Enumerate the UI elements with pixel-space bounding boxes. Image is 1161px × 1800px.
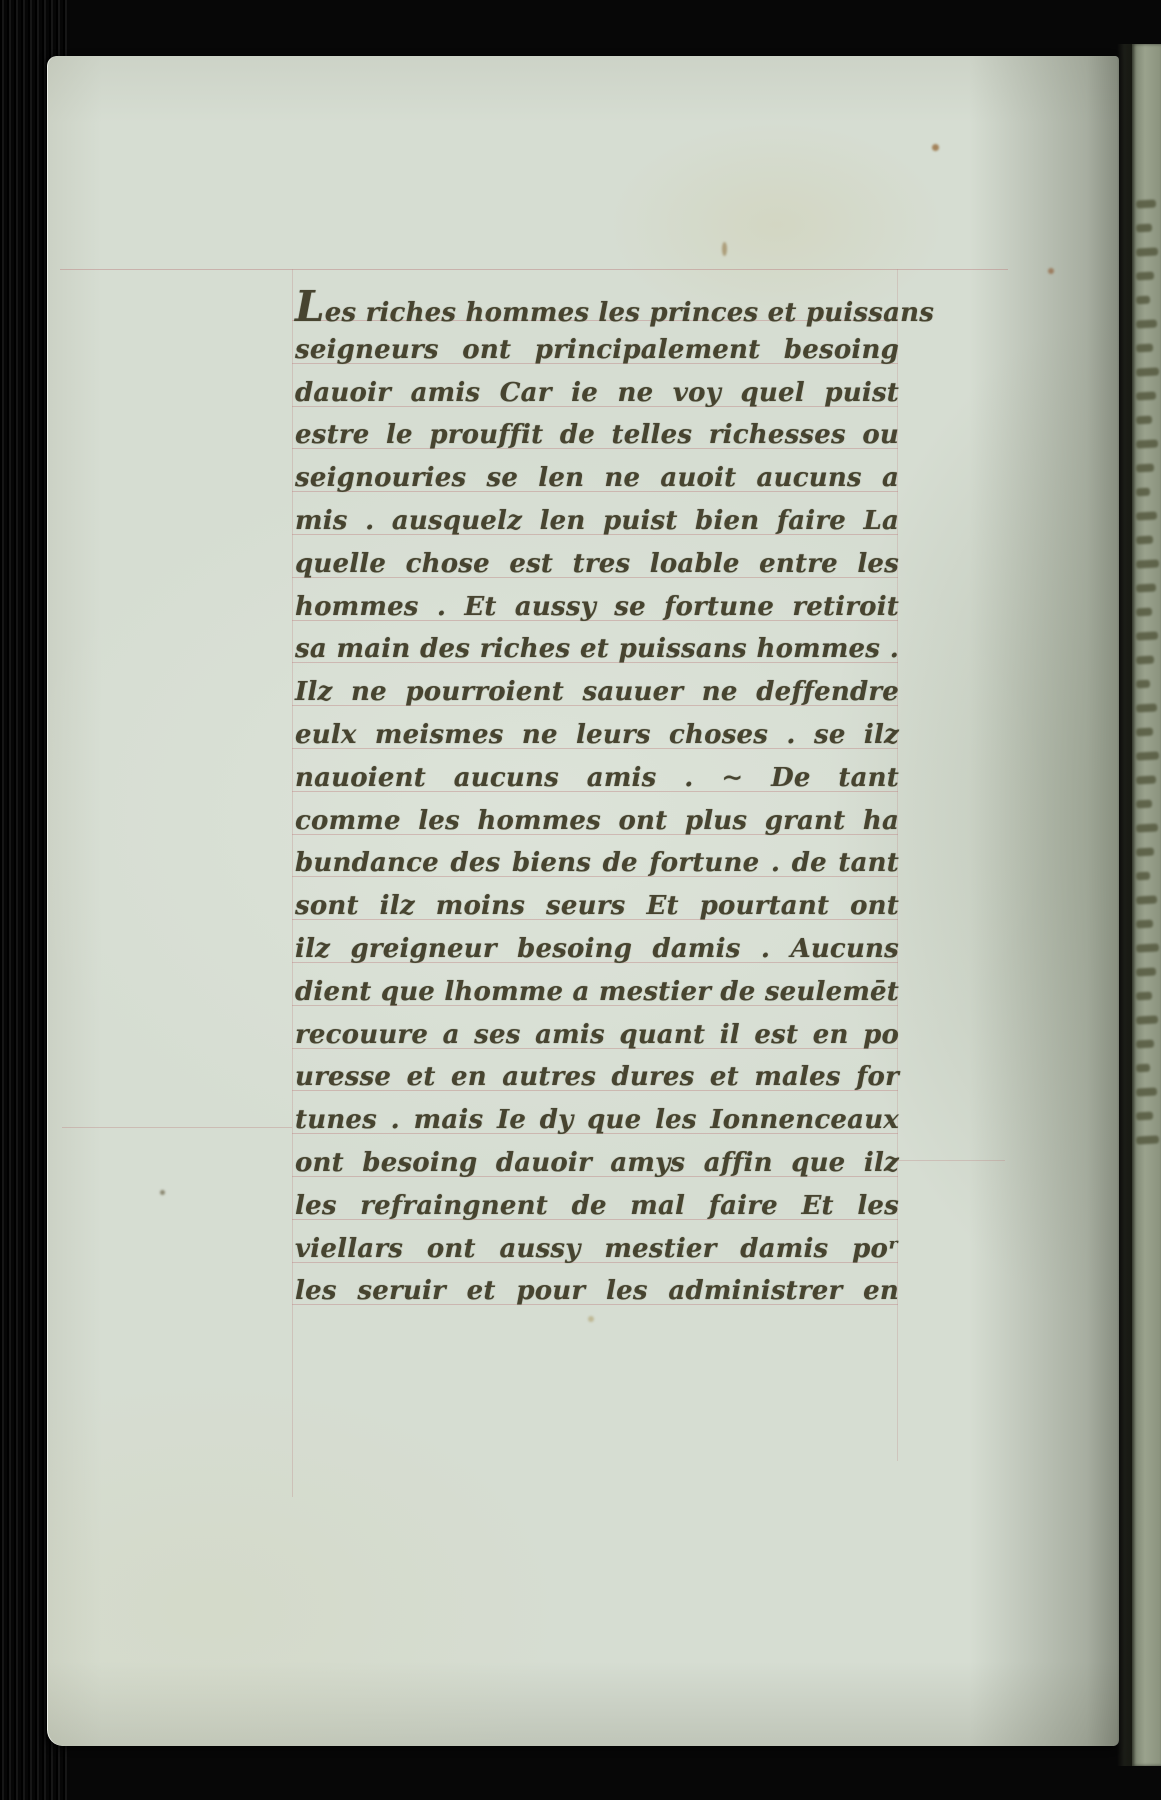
edge-leaf-text-mark — [1136, 367, 1159, 376]
edge-leaf-text-mark — [1136, 199, 1156, 208]
edge-leaf-text-mark — [1136, 511, 1157, 520]
edge-leaf-text-mark — [1136, 1040, 1154, 1049]
text-line: dauoir amis Car ie ne voy quel puist — [295, 377, 899, 408]
adjacent-leaf-edge — [1132, 44, 1161, 1766]
text-line: quelle chose est tres loable entre les — [295, 548, 899, 579]
edge-leaf-text-mark — [1136, 631, 1158, 640]
edge-leaf-text-mark — [1136, 464, 1154, 473]
text-line: seigneurs ont principalement besoing — [295, 334, 899, 365]
stain — [722, 242, 727, 256]
edge-leaf-text-mark — [1136, 583, 1156, 592]
edge-leaf-text-mark — [1136, 272, 1154, 281]
edge-leaf-text-mark — [1136, 920, 1153, 929]
edge-leaf-text-mark — [1136, 608, 1152, 617]
edge-leaf-text-mark — [1136, 1087, 1157, 1096]
text-line: les seruir et pour les administrer en — [295, 1276, 899, 1307]
edge-leaf-text-mark — [1136, 1064, 1150, 1073]
edge-leaf-text-mark — [1136, 224, 1152, 233]
edge-leaf-text-mark — [1136, 319, 1157, 328]
edge-leaf-text-mark — [1136, 967, 1156, 976]
edge-leaf-text-mark — [1136, 680, 1150, 689]
stain — [588, 1316, 594, 1322]
ruling-line — [292, 269, 293, 1497]
text-line: comme les hommes ont plus grant ha — [295, 805, 899, 836]
edge-leaf-text-mark — [1136, 656, 1154, 665]
edge-leaf-text-mark — [1136, 559, 1159, 568]
text-line: Ilz ne pourroient sauuer ne deffendre — [295, 677, 899, 708]
edge-leaf-text-mark — [1136, 703, 1157, 712]
text-line: tunes . mais Ie dy que les Ionnenceaux — [295, 1105, 899, 1136]
edge-leaf-text-mark — [1136, 247, 1158, 256]
ruling-line — [897, 1160, 1005, 1161]
edge-leaf-text-mark — [1136, 895, 1157, 904]
edge-leaf-text-mark — [1136, 751, 1159, 760]
edge-leaf-text-mark — [1136, 391, 1156, 400]
text-line: estre le prouffit de telles richesses ou — [295, 420, 899, 451]
text-line: uresse et en autres dures et males for — [295, 1062, 899, 1093]
edge-leaf-text-mark — [1136, 823, 1158, 832]
text-line: mis . ausquelz len puist bien faire La — [295, 505, 899, 536]
text-block — [295, 282, 935, 1313]
edge-leaf-text-mark — [1136, 728, 1153, 737]
text-line: eulx meismes ne leurs choses . se ilz — [295, 719, 899, 750]
text-line: Les riches hommes les princes et puissans — [295, 282, 935, 331]
stain — [160, 1190, 165, 1195]
ruling-line — [60, 269, 1008, 270]
text-line: recouure a ses amis quant il est en po — [295, 1019, 899, 1050]
text-line: bundance des biens de fortune . de tant — [295, 848, 899, 879]
edge-leaf-text-mark — [1136, 439, 1158, 448]
edge-leaf-text-mark — [1136, 800, 1152, 809]
stain — [932, 144, 939, 151]
edge-leaf-text-mark — [1136, 416, 1152, 425]
text-line: les refraingnent de mal faire Et les — [295, 1190, 899, 1221]
text-line: viellars ont aussy mestier damis poʳ — [295, 1233, 899, 1264]
edge-leaf-text-mark — [1136, 1015, 1158, 1024]
edge-leaf-text-mark — [1136, 943, 1159, 952]
text-line: dient que lhomme a mestier de seulemēt — [295, 976, 899, 1007]
edge-leaf-text-mark — [1136, 296, 1150, 305]
edge-leaf-text-mark — [1136, 872, 1150, 881]
page-gutter-crease — [1117, 44, 1133, 1766]
ruling-line — [62, 1127, 292, 1128]
edge-leaf-text-mark — [1136, 992, 1152, 1001]
edge-leaf-text-mark — [1136, 775, 1156, 784]
edge-leaf-text-mark — [1136, 1135, 1159, 1144]
text-line: sont ilz moins seurs Et pourtant ont — [295, 891, 899, 922]
edge-leaf-text-mark — [1136, 344, 1153, 353]
text-line: seignouries se len ne auoit aucuns a — [295, 463, 899, 494]
edge-leaf-text-mark — [1136, 488, 1150, 497]
text-line: ont besoing dauoir amys affin que ilz — [295, 1147, 899, 1178]
stain — [1048, 268, 1054, 274]
manuscript-page — [48, 56, 1119, 1746]
text-line: hommes . Et aussy se fortune retiroit — [295, 591, 899, 622]
text-line: ilz greigneur besoing damis . Aucuns — [295, 933, 899, 964]
edge-leaf-text-mark — [1136, 536, 1153, 545]
edge-leaf-text-mark — [1136, 848, 1154, 857]
edge-leaf-text-mark — [1136, 1112, 1153, 1121]
text-line: nauoient aucuns amis . ∼ De tant — [295, 762, 899, 793]
text-line: sa main des riches et puissans hommes . — [295, 634, 899, 665]
